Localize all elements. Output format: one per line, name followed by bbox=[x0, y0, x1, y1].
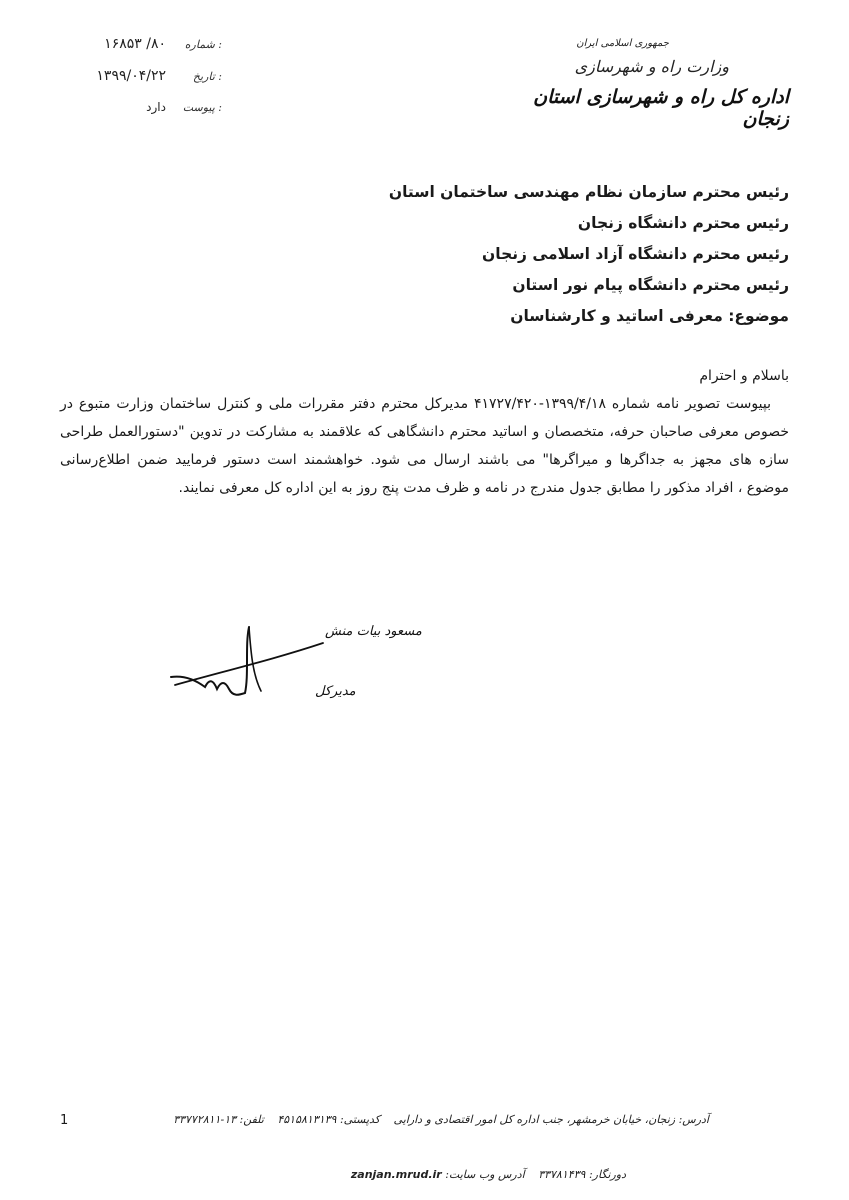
signature-title: مدیرکل bbox=[315, 684, 356, 699]
meta-date-value: ۱۳۹۹/۰۴/۲۲ bbox=[96, 68, 166, 84]
subject-line: موضوع: معرفی اساتید و کارشناسان bbox=[510, 307, 789, 325]
footer-web-line bbox=[296, 1168, 626, 1181]
greeting: باسلام و احترام bbox=[699, 368, 789, 384]
meta-number-label: شماره : bbox=[184, 38, 222, 51]
body-paragraph: بپیوست تصویر نامه شماره ۱۳۹۹/۴/۱۸-۴۱۷۲۷/۴۲۰ مدیرکل محترم دفتر مقررات ملی و کنترل ساختمان وزارت متبوع در خصوص معرفی صاحبان حرفه، متخصصان و اساتید محترم دانشگاهی که علاقمند به مشارکت در تدوین "دستورالعمل طراحی سازه های مجهز به جداگرها و میراگرها" می باشند ارسال می شود. خواهشمند است دستور فرمایید ضمن اطلاع‌رسانی موضوع ، افراد مذکور را مطابق جدول مندرج در نامه و ظرف مدت پنج روز به این اداره کل معرفی نمایند. bbox=[60, 396, 789, 496]
letterhead-ministry: وزارت راه و شهرسازی bbox=[574, 57, 729, 76]
meta-attachment-value: دارد bbox=[146, 100, 166, 114]
recipient-line: رئیس محترم دانشگاه زنجان bbox=[577, 214, 789, 232]
signature-scribble-icon bbox=[165, 605, 422, 715]
footer-address-line bbox=[149, 1113, 709, 1126]
meta-date bbox=[52, 68, 222, 100]
footer-phone: تلفن: ۱۳-۳۳۷۷۲۸۱۱ bbox=[173, 1113, 264, 1126]
meta-attachment-label: پیوست : bbox=[182, 101, 222, 114]
meta-number bbox=[52, 36, 222, 68]
footer-address: آدرس: زنجان، خیابان خرمشهر، جنب اداره کل امور اقتصادی و دارایی bbox=[393, 1113, 709, 1126]
letter-body bbox=[60, 362, 789, 502]
letterhead-country: جمهوری اسلامی ایران bbox=[576, 38, 669, 49]
recipient-line: رئیس محترم دانشگاه پیام نور استان bbox=[512, 276, 789, 294]
page-number: 1 bbox=[60, 1113, 69, 1128]
letter-meta bbox=[52, 36, 222, 122]
recipients-block bbox=[189, 177, 789, 332]
letterhead bbox=[489, 38, 789, 130]
meta-attachment bbox=[52, 100, 222, 122]
recipient-line: رئیس محترم دانشگاه آزاد اسلامی زنجان bbox=[482, 245, 789, 263]
meta-date-label: تاریخ : bbox=[192, 70, 222, 83]
signature bbox=[165, 605, 422, 715]
footer-website-label: آدرس وب سایت: bbox=[445, 1168, 525, 1181]
recipient-line: رئیس محترم سازمان نظام مهندسی ساختمان استان bbox=[388, 183, 789, 201]
footer-website-link[interactable]: zanjan.mrud.ir bbox=[350, 1168, 442, 1181]
footer-postal-code: کدپستی: ۴۵۱۵۸۱۳۱۳۹ bbox=[277, 1113, 381, 1126]
letterhead-office: اداره کل راه و شهرسازی استان زنجان bbox=[533, 86, 789, 130]
meta-number-value: ۸۰/ ۱۶۸۵۳ bbox=[104, 36, 166, 52]
footer-fax: دورنگار: ۳۳۷۸۱۴۳۹ bbox=[538, 1168, 626, 1181]
signature-name: مسعود بیات منش bbox=[325, 624, 422, 639]
